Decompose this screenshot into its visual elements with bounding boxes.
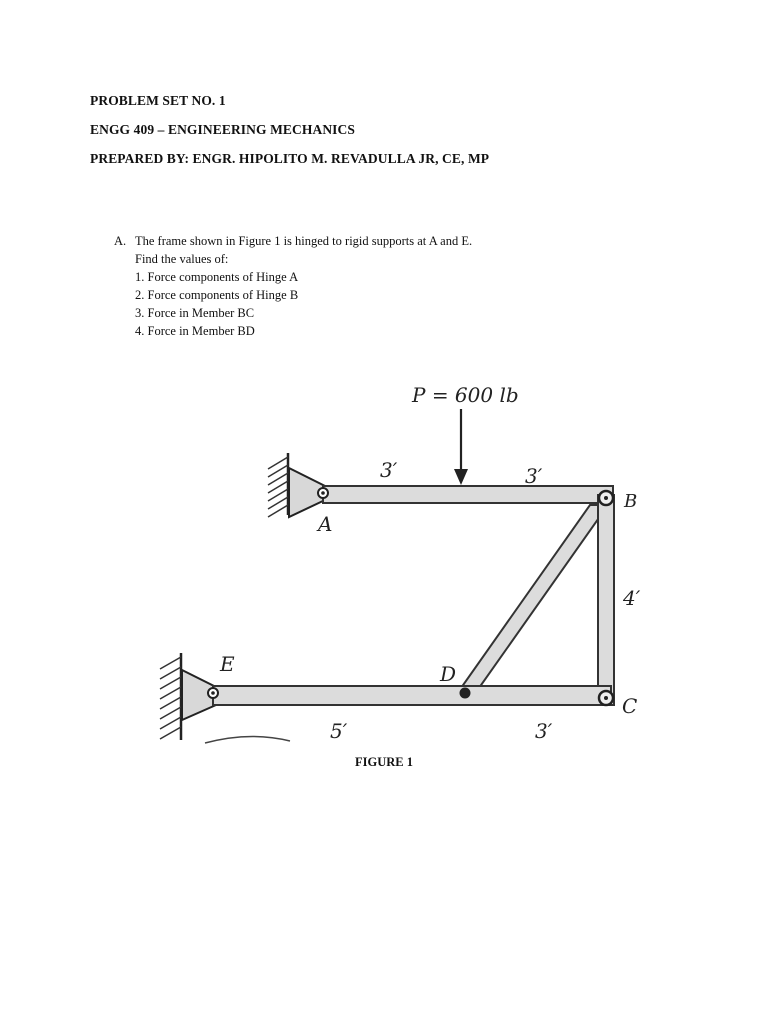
dim-ab-left: 3′: [380, 458, 398, 482]
label-a: A: [318, 512, 333, 536]
support-e: [160, 653, 216, 740]
problem-a: [114, 232, 472, 340]
problem-item-2: 2. Force components of Hinge B: [135, 288, 299, 302]
label-c: C: [622, 694, 638, 718]
course-title: ENGG 409 – ENGINEERING MECHANICS: [90, 122, 355, 137]
dim-dc: 3′: [535, 719, 553, 743]
load-arrow: [454, 409, 468, 485]
label-d: D: [440, 662, 457, 686]
dim-ab-right: 3′: [525, 464, 543, 488]
problem-label: A.: [114, 234, 127, 248]
problem-item-1: 1. Force components of Hinge A: [135, 270, 299, 284]
support-a: [268, 453, 325, 517]
member-ec: [213, 686, 611, 705]
dim-bc: 4′: [623, 586, 641, 610]
prepared-by: PREPARED BY: ENGR. HIPOLITO M. REVADULLA JR, CE, MP: [90, 151, 490, 166]
member-bd: [461, 505, 608, 688]
member-bc: [598, 495, 614, 705]
load-label: P = 600 lb: [412, 383, 519, 407]
label-b: B: [624, 491, 638, 512]
figure-caption: FIGURE 1: [355, 755, 413, 769]
problem-prompt: Find the values of:: [135, 252, 229, 266]
problem-item-3: 3. Force in Member BC: [135, 306, 255, 320]
title-problem-set: PROBLEM SET NO. 1: [90, 93, 226, 108]
problem-item-4: 4. Force in Member BD: [135, 324, 255, 338]
problem-statement: The frame shown in Figure 1 is hinged to rigid supports at A and E.: [135, 234, 473, 248]
dim-ed: 5′: [330, 719, 348, 743]
pin-d: [460, 688, 470, 698]
member-ab: [323, 486, 613, 503]
label-e: E: [220, 652, 235, 676]
frame-figure: [150, 365, 670, 750]
